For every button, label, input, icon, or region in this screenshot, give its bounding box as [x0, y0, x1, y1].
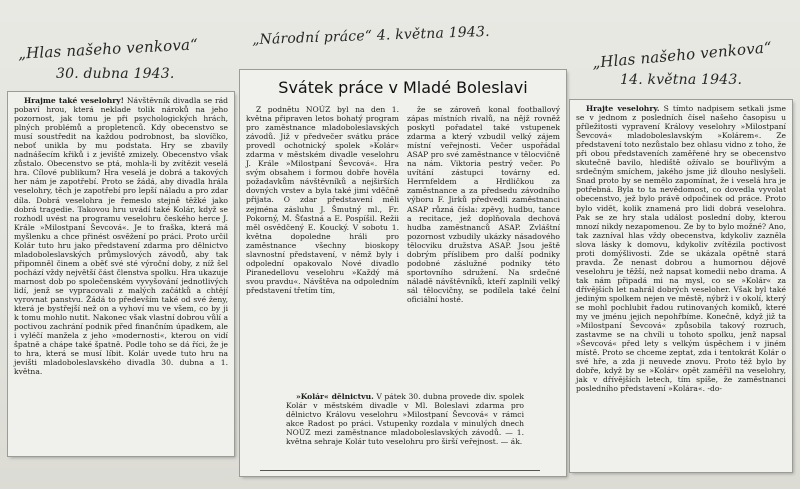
- left-clipping: [8, 92, 234, 456]
- center-clipping: [240, 70, 566, 476]
- right-article: [570, 100, 792, 398]
- center-divider: [260, 470, 540, 471]
- center-col1-text: Z podnětu NOÚZ byl na den 1. května připraven letos bohatý program pro zaměstnance mladoboleslavských závodů. Již v předvečer svátku práce provedl ochotnický spolek »Kolár« zdarma v městském divadle veselohru J. Krále »Milostpaní Ševcová«. Hra svým obsahem i formou dobře hověla požadavkům návštěvníků a nejširších dovných vrstev a byla také jimi vděčně přijata. O zdar představení měli zejména zásluhu J. Šmutný ml., Fr. Pokorný, M. Šťastná a E. Pospíšil. Režii měl osvědčený E. Koucký. V sobotu 1. května dopoledne hráli pro zaměstnance všechny bioskopy slavnostní představení, v němž byly i odpolední opakovalo Nové divadlo Piranedellovu veselohru »Každý má svou pravdu«. Návštěva na odpoledním představení třetím tím,: [246, 105, 399, 295]
- center-bottom-lead: »Kolár« dělnictvu.: [296, 392, 374, 401]
- center-headline: Svátek práce v Mladé Boleslavi: [278, 78, 528, 97]
- center-bottom-article: [280, 388, 530, 450]
- note-left-source: „Hlas našeho venkova“: [17, 35, 199, 63]
- right-clipping: [570, 100, 792, 472]
- right-article-lead: Hrajte veselohry.: [586, 104, 660, 113]
- center-columns: [240, 105, 566, 385]
- center-col2-text: že se zároveň konal footballový zápas místních rivalů, na nějž rovněž poskytl pořadatel také vstupenek zdarma a který vzbudil velký zájem místní veřejnosti. Večer uspořádal ASAP pro své zaměstnance v tělocvičně na nám. Viktoria pestrý večer. Po uvítání zástupci továrny ed. Herrnfeldem a Hrdličkou za zaměstnance a za předsedu závodního výboru F. Jirků předvedli zaměstnanci ASAP různá čísla: zpěvy, hudbu, tance a recitace, jež doplňovala dechová hudba zaměstnanců ASAP. Zvláštní pozornost vzbudily ukázky násadového tělocviku družstva ASAP. Jsou ještě dobrým příslibem pro další podniky podobné záslužné podniky této sportovního sdružení. Na srdečné náladě návštěvníků, kteří zaplnili velký sál tělocvičny, se podílela také čelní oficiální hosté.: [407, 105, 560, 304]
- note-right-source: „Hlas našeho venkova“: [591, 38, 773, 72]
- left-article-lead: Hrajme také veselohry!: [24, 96, 125, 105]
- left-article: [8, 92, 234, 380]
- note-right-date: 14. května 1943.: [620, 72, 743, 88]
- note-center: „Národní práce“ 4. května 1943.: [251, 23, 491, 49]
- note-left-date: 30. dubna 1943.: [56, 66, 175, 82]
- center-bottom-body: V pátek 30. dubna provede div. spolek Kolár v městském divadle v Ml. Boleslavi zdarma pro dělnictvo Královu veselohru »Milostpaní Ševcová« v rámci akce Radost po práci. Vstupenky rozdala v minulých dnech NOÚZ mezi zaměstnance mladoboleslavských závodů. — 1. května sehraje Kolár tuto veselohru pro širší veřejnost. — ák.: [286, 392, 524, 447]
- left-article-body: Návštěvník divadla se rád pobaví hrou, která neklade tolik nároků na jeho pozornost, jak tomu je při psychologických hrách, plných problémů a propletenců. Kdy obecenstvo se musí soustředit na každou podrobnost, ba slovíčko, neboť unikla by mu podstata. Hry se zbavily nadnášecím křiků i z jeviště zmizely. Obecenstvo však zůstalo. Obecenstvo se ptá, mohla-li by zvítězit veselá hra. Cílové publikum? Hra veselá je dobrá a takových her nám je zapotřebí. Proto se žádá, aby divadla hrála veselohry, těch je zapotřebí pro lepší náladu a pro zdar díla. Dobrá veselohra je řemeslo stejně těžké jako dobrá tragedie. Takovou hru uvádí také Kolár, když se rozhodl uvést na programu veselohru českého herce J. Krále »Milostpaní Ševcová«. Je to fraška, která má myšlenku a chce přinést osvěžení po práci. Proto určil Kolár tuto hru jako představení zdarma pro dělnictvo mladoboleslavských průmyslových závodů, aby tak připomněl činem a oběť své sté výroční doby, z níž šel pochází vždy největší část členstva spolku. Hra ukazuje marnost dob po společenském vyvyšování jednotlivých lidí, jenž se vypracovali z malých začátků a chtějí vyrovnat panstvu. Žádá to především také od své ženy, která je bystřejší než on a vyhoví mu ve všem, co by ji k tomu mohlo nutit. Nakonec však vlastní dobrou vůlí a poctivou zachrání podnik před finančním úpadkem, ale i vyléčí manžela z jeho »modernosti«, kterou on vidí špatně a chápe také špatně. Podle toho se dá říci, že je to hra, která se musí líbit. Kolár uvede tuto hru na jevišti mladoboleslavského divadla 30. dubna a 1. května.: [14, 96, 228, 377]
- right-article-body: S tímto nadpisem setkali jsme se v jednom z posledních čísel našeho časopisu u příležitosti vypravení Královy veselohry »Milostpaní Ševcová« mladoboleslavským »Kolárem«. Ze představení toto nezůstalo bez ohlasu vidno z toho, že při obou představeních zaměřené hry se obecenstvo skutečně bavilo, hlediště ožívalo se bouřlivým a srdečným smíchem, jakého jsme již dlouho neslyšeli. Snad proto by se nemělo zapomínat, že i veselá hra je potřebná. Byla to ta nevědomost, co dovedla vyvolat obecenstvo, jež bylo právě odpočinek od práce. Proto bylo vidět, kolik znamená pro lidi dobrá veselohra. Pak se ze hry stala událost poslední doby, kterou mnozí nikdy nezapomenou. Ze by to bylo možné? Ano, tak zazníval hlas vždy obecenstva, kdykoliv zazněla slova lásky k domovu, kdykoliv zvítězila poctivost proti domýšlivosti. Zde se ukázala opětně stará pravda. Že nenast dobrou a humornou dějově veselohru je těžší, než napsat komedii nebo drama. A tak nám připadá mi na mysl, co se »Kolár« za dřívějších let nahrál dobrých veseloher. Však byl také jediným spolkem nejen ve městě, nýbrž i v okolí, který se mohl pochlubit řadou rutinovaných komiků, které my ve jménu jejich nepohřbíme. Konečně, když již ta »Milostpaní Ševcová« způsobila takový rozruch, zastavme se na chvíli u tohoto spolku, jenž napsal »Ševcová« před lety s velkým úspěchem i v jiném místě. Proto se chceme zeptat, zda i tentokrát Kolár o své hře, a zda ji neuvede znovu. Proto též bylo by dobře, když by se »Kolár« opět zaměřil na veselohry, jak v dřívějších letech, tím spíše, že zaměstnanci posledního představení »Kolára«. -do-: [576, 104, 786, 394]
- center-column-2: [407, 105, 560, 381]
- center-column-1: [246, 105, 399, 381]
